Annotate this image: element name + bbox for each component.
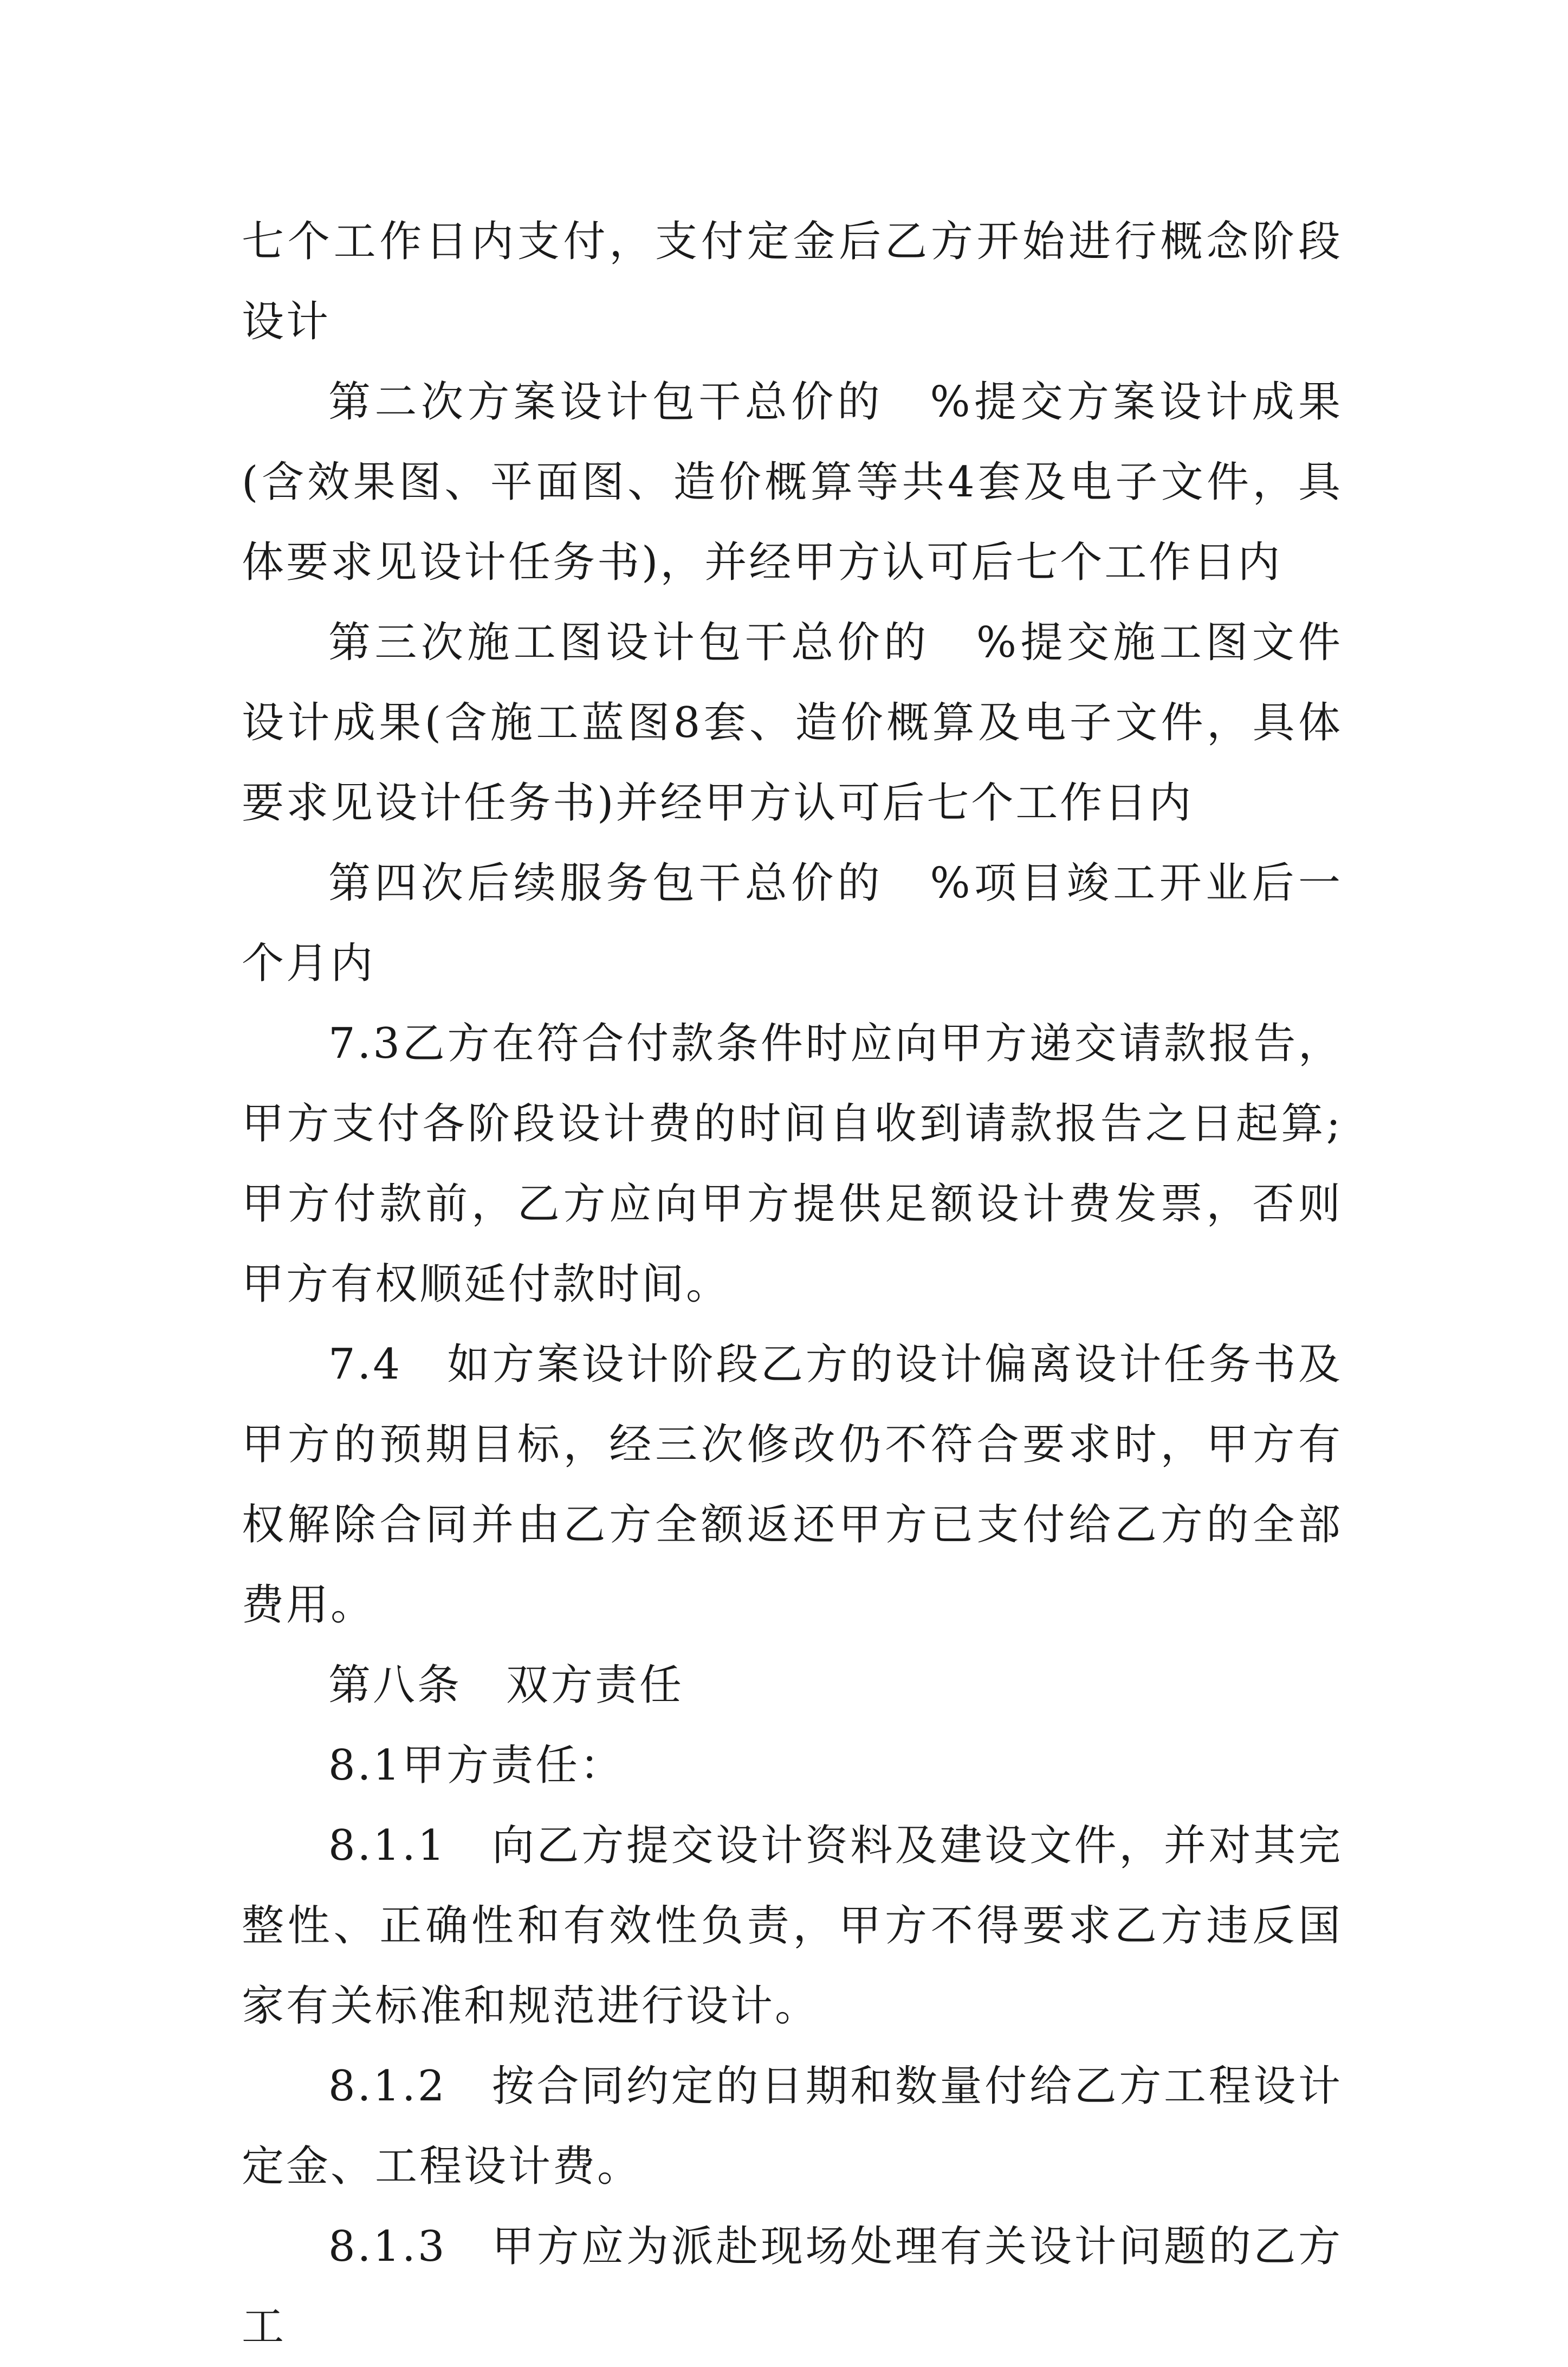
- paragraph-clause-7-3: 7.3乙方在符合付款条件时应向甲方递交请款报告，甲方支付各阶段设计费的时间自收到请款报告之日起算;甲方付款前，乙方应向甲方提供足额设计费发票，否则甲方有权顺延付款时间。: [242, 1019, 1343, 1309]
- paragraph-clause-8-1-2: 8.1.2 按合同约定的日期和数量付给乙方工程设计定金、工程设计费。: [242, 2062, 1343, 2191]
- paragraph-third-payment: 第三次施工图设计包干总价的 %提交施工图文件设计成果(含施工蓝图8套、造价概算及电子文件，具体要求见设计任务书)并经甲方认可后七个工作日内: [242, 618, 1343, 827]
- paragraph-clause-7-4: 7.4 如方案设计阶段乙方的设计偏离设计任务书及甲方的预期目标，经三次修改仍不符合要求时，甲方有权解除合同并由乙方全额返还甲方已支付给乙方的全部费用。: [242, 1340, 1343, 1629]
- subsection-heading-8-1: 8.1甲方责任：: [328, 1741, 625, 1790]
- paragraph-second-payment: 第二次方案设计包干总价的 %提交方案设计成果(含效果图、平面图、造价概算等共4套及电子文件，具体要求见设计任务书)，并经甲方认可后七个工作日内: [242, 378, 1343, 587]
- paragraph-clause-8-1-1: 8.1.1 向乙方提交设计资料及建设文件，并对其完整性、正确性和有效性负责，甲方不得要求乙方违反国家有关标准和规范进行设计。: [242, 1821, 1343, 2030]
- paragraph-payment-timing: 七个工作日内支付，支付定金后乙方开始进行概念阶段设计: [242, 217, 1343, 346]
- paragraph-clause-8-1-3: 8.1.3 甲方应为派赴现场处理有关设计问题的乙方工: [242, 2222, 1343, 2351]
- paragraph-fourth-payment: 第四次后续服务包干总价的 %项目竣工开业后一个月内: [242, 859, 1343, 988]
- document-page: [242, 202, 1343, 2367]
- section-heading-article-8: 第八条 双方责任: [328, 1661, 684, 1710]
